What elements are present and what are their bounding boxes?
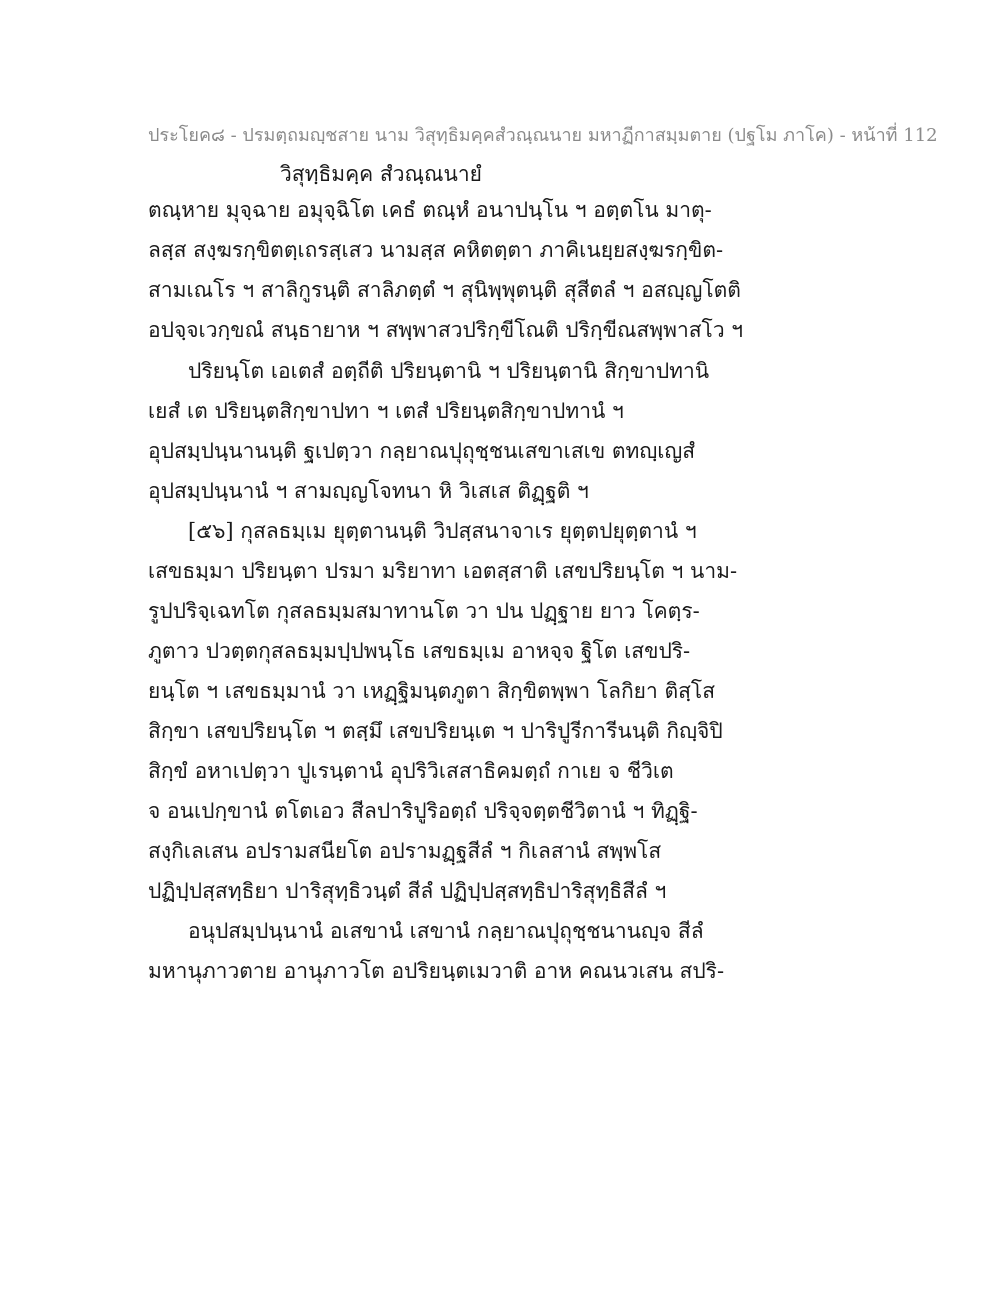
text-line-7: อุปสมฺปนฺนานนฺติ ฐเปตฺวา กลฺยาณปุถุชฺชนเสขาเสเข ตทญฺเญสํ	[148, 439, 696, 463]
text-line-2: ลสฺส สงฺฆรกฺขิตตฺเถรสฺเสว นามสฺส คหิตตฺตา ภาคิเนยฺยสงฺฆรกฺขิต-	[148, 238, 724, 262]
text-line-1: ตณฺหาย มุจฺฉาย อมุจฺฉิโต เคธํ ตณฺหํ อนาปนฺโน ฯ อตฺตโน มาตุ-	[148, 198, 712, 222]
text-line-19: อนุปสมฺปนฺนานํ อเสขานํ เสขานํ กลฺยาณปุถุชฺชนานญฺจ สีลํ	[188, 919, 704, 943]
text-line-14: สิกฺขา เสขปริยนฺโต ฯ ตสฺมึ เสขปริยนฺเต ฯ ปาริปูรีการีนนฺติ กิญฺจิปิ	[148, 719, 723, 743]
section-title: วิสุทฺธิมคฺค สํวณฺณนายํ	[280, 162, 482, 186]
text-line-4: อปจฺจเวกฺขณํ สนฺธายาห ฯ สพฺพาสวปริกฺขีโณติ ปริกฺขีณสพฺพาสโว ฯ	[148, 318, 744, 342]
text-line-6: เยสํ เต ปริยนฺตสิกฺขาปทา ฯ เตสํ ปริยนฺตสิกฺขาปทานํ ฯ	[148, 399, 624, 423]
text-line-15: สิกฺขํ อหาเปตฺวา ปูเรนฺตานํ อุปริวิเสสาธิคมตฺถํ กาเย จ ชีวิเต	[148, 759, 674, 783]
text-line-13: ยนฺโต ฯ เสขธมฺมานํ วา เหฏฺฐิมนฺตภูตา สิกฺขิตพฺพา โลกิยา ติสฺโส	[148, 679, 716, 703]
text-line-18: ปฏิปฺปสฺสทฺธิยา ปาริสุทฺธิวนฺตํ สีลํ ปฏิปฺปสฺสทฺธิปาริสุทฺธิสีลํ ฯ	[148, 879, 667, 903]
text-line-16: จ อนเปกฺขานํ ตโตเอว สีลปาริปูริอตฺถํ ปริจฺจตฺตชีวิตานํ ฯ ทิฏฺฐิ-	[148, 799, 698, 823]
text-line-9: [๕๖] กุสลธมฺเม ยุตฺตานนฺติ วิปสฺสนาจาเร ยุตฺตปยุตฺตานํ ฯ	[188, 519, 697, 543]
text-line-10: เสขธมฺมา ปริยนฺตา ปรมา มริยาทา เอตสฺสาติ เสขปริยนฺโต ฯ นาม-	[148, 559, 738, 583]
text-line-3: สามเณโร ฯ สาลิกูรนฺติ สาลิภตฺตํ ฯ สุนิพฺพุตนฺติ สุสีตลํ ฯ อสญฺญโตติ	[148, 278, 741, 302]
text-line-12: ภูตาว ปวตฺตกุสลธมฺมปฺปพนฺโธ เสขธมฺเม อาหจฺจ ฐิโต เสขปริ-	[148, 639, 691, 663]
text-line-11: รูปปริจฺเฉทโต กุสลธมฺมสมาทานโต วา ปน ปฏฺฐาย ยาว โคตฺร-	[148, 599, 700, 623]
text-line-5: ปริยนฺโต เอเตสํ อตฺถีติ ปริยนฺตานิ ฯ ปริยนฺตานิ สิกฺขาปทานิ	[188, 359, 710, 383]
text-line-17: สงฺกิเลเสน อปรามสนียโต อปรามฏฺฐสีลํ ฯ กิเลสานํ สพฺพโส	[148, 839, 662, 863]
running-head: ประโยค๘ - ปรมตฺถมญฺชสาย นาม วิสุทฺธิมคฺคสํวณฺณนาย มหาฏีกาสมฺมตาย (ปฐโม ภาโค) - หน้าที่ 112	[148, 125, 938, 146]
text-line-8: อุปสมฺปนฺนานํ ฯ สามญฺญโจทนา หิ วิเสเส ติฏฺฐติ ฯ	[148, 479, 589, 503]
text-line-20: มหานุภาวตาย อานุภาวโต อปริยนฺตเมวาติ อาห คณนวเสน สปริ-	[148, 959, 725, 983]
